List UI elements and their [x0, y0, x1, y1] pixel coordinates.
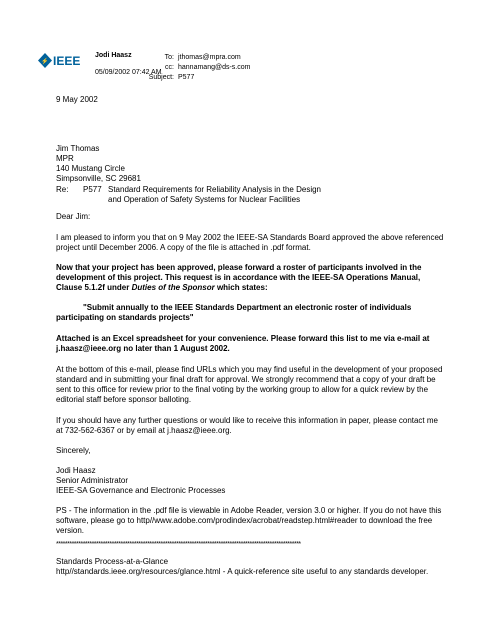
ps-line: software, please go to http//www.adobe.com/prodindex/acrobat/readstep.html#reader to download the free [56, 516, 433, 525]
footer-link[interactable]: http//standards.ieee.org/resources/glance.html - A quick-reference site useful to any standards developer. [56, 567, 429, 576]
salutation: Dear Jim: [56, 212, 91, 221]
address-line: MPR [56, 154, 74, 163]
paragraph-2 [56, 263, 421, 293]
to-value[interactable]: jthomas@mpra.com [178, 54, 241, 61]
sender-name: Jodi Haasz [95, 52, 132, 59]
svg-text:⚡: ⚡ [41, 59, 49, 65]
quote-line: "Submit annually to the IEEE Standards Department an electronic roster of individuals [83, 303, 412, 312]
to-label: To: [164, 54, 174, 61]
re-title-line: Standard Requirements for Reliability Analysis in the Design [108, 185, 321, 194]
letter-date: 9 May 2002 [56, 95, 98, 104]
paragraph-line: sent to this office for review prior to the final voting by the working group to allow for a quick review by the [56, 385, 429, 394]
paragraph-line: development of this project. This request is in accordance with the IEEE-SA Operations Manual, [56, 273, 421, 282]
re-label: Re: [56, 185, 69, 194]
address-line: Jim Thomas [56, 144, 100, 153]
ieee-logo [37, 52, 81, 69]
sent-date: 05/09/2002 07:42 AM [95, 69, 162, 76]
footer-title: Standards Process-at-a-Glance [56, 557, 169, 566]
divider-asterisks: ************************************************************************************************************** [56, 541, 301, 548]
signature-line: IEEE-SA Governance and Electronic Processes [56, 486, 226, 495]
paragraph-line: project until December 2006. A copy of the file is attached in .pdf format. [56, 243, 311, 252]
paragraph-line: If you should have any further questions or would like to receive this information in paper, please contact me [56, 416, 438, 425]
duties-italic: Duties of the Sponsor [131, 283, 215, 292]
which-states-text: which states: [214, 283, 268, 292]
paragraph-3 [56, 334, 429, 354]
subject-value: P577 [178, 74, 195, 81]
paragraph-line: Attached is an Excel spreadsheet for your convenience. Please forward this list to me via e-mail at [56, 334, 430, 343]
paragraph-1 [56, 233, 443, 253]
paragraph-5 [56, 416, 438, 436]
postscript [56, 506, 441, 536]
subject-label: Subject: [148, 74, 174, 81]
re-project: P577 [83, 185, 102, 194]
recipient-address [56, 144, 141, 184]
closing: Sincerely, [56, 446, 91, 455]
cc-label: cc: [165, 64, 174, 71]
ps-line: version. [56, 526, 85, 535]
paragraph-line: j.haasz@ieee.org no later than 1 August 2002. [56, 344, 230, 353]
paragraph-line: standard and in submitting your final draft for approval. We strongly recommend that a copy of your draft be [56, 375, 436, 384]
signature-block [56, 466, 225, 496]
paragraph-line [56, 283, 421, 293]
signature-line: Senior Administrator [56, 476, 129, 485]
ps-line: PS - The information in the .pdf file is viewable in Adobe Reader, version 3.0 or higher. If you do not have this [56, 506, 442, 515]
re-title-line: and Operation of Safety Systems for Nuclear Facilities [108, 195, 301, 204]
quote-line: participating on standards projects" [56, 313, 194, 322]
address-line: 140 Mustang Circle [56, 164, 125, 173]
paragraph-line: I am pleased to inform you that on 9 May 2002 the IEEE-SA Standards Board approved the above referenced [56, 233, 444, 242]
paragraph-line: at 732-562-6367 or by email at j.haasz@ieee.org. [56, 426, 232, 435]
paragraph-4 [56, 365, 442, 405]
paragraph-line: Now that your project has been approved, please forward a roster of participants involved in the [56, 263, 422, 272]
paragraph-line: editorial staff before sponsor balloting. [56, 395, 192, 404]
paragraph-line: At the bottom of this e-mail, please find URLs which you may find useful in the development of your proposed [56, 365, 443, 374]
signature-line: Jodi Haasz [56, 466, 96, 475]
address-line: Simpsonville, SC 29681 [56, 174, 141, 183]
quote-block [56, 303, 411, 323]
logo-text: IEEE [53, 54, 81, 68]
re-title [108, 185, 321, 205]
cc-value[interactable]: hannamang@ds-s.com [178, 64, 251, 71]
clause-text: Clause 5.1.2f under [56, 283, 132, 292]
